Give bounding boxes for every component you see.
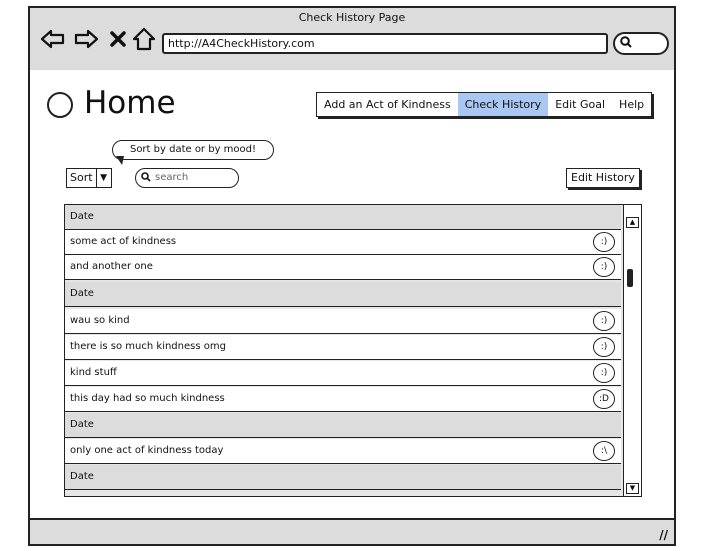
search-placeholder: search xyxy=(155,172,189,183)
scroll-thumb[interactable] xyxy=(627,269,633,287)
callout-tail xyxy=(116,156,124,165)
history-search-input[interactable] xyxy=(135,168,239,188)
date-header: Date xyxy=(65,282,621,307)
list-item[interactable] xyxy=(65,387,621,412)
back-arrow-icon[interactable] xyxy=(40,26,66,52)
item-text: and another one xyxy=(70,261,153,272)
list-item[interactable] xyxy=(65,309,621,334)
top-navigation xyxy=(316,92,652,117)
list-item[interactable] xyxy=(65,255,621,280)
resize-grip-icon[interactable]: // xyxy=(659,528,668,542)
forward-arrow-icon[interactable] xyxy=(73,26,99,52)
logo-circle-icon xyxy=(47,92,73,118)
home-icon[interactable] xyxy=(131,26,157,52)
list-item[interactable] xyxy=(65,335,621,360)
close-icon[interactable] xyxy=(105,26,131,52)
sort-label: Sort xyxy=(67,169,97,187)
browser-titlebar xyxy=(30,8,674,72)
sort-hint-callout: Sort by date or by mood! xyxy=(112,140,274,160)
browser-window xyxy=(28,6,676,546)
scroll-down-arrow-icon[interactable]: ▼ xyxy=(626,483,639,494)
item-text: wau so kind xyxy=(70,315,130,326)
mood-icon: :) xyxy=(593,363,615,383)
nav-check-history[interactable]: Check History xyxy=(458,93,548,116)
list-item[interactable] xyxy=(65,439,621,464)
item-text: there is so much kindness omg xyxy=(70,341,226,352)
mood-icon: :D xyxy=(593,389,615,409)
page-content xyxy=(30,70,674,522)
search-icon xyxy=(620,35,632,52)
item-text: some act of kindness xyxy=(70,236,177,247)
mood-icon: :) xyxy=(593,257,615,277)
history-list[interactable] xyxy=(64,204,642,497)
sort-dropdown[interactable] xyxy=(66,168,112,188)
address-bar[interactable]: http://A4CheckHistory.com xyxy=(162,33,608,54)
mood-icon: :) xyxy=(593,311,615,331)
mood-icon: :) xyxy=(593,232,615,252)
list-scrollbar[interactable] xyxy=(623,205,641,496)
item-text: only one act of kindness today xyxy=(70,445,224,456)
edit-history-button[interactable]: Edit History xyxy=(566,168,640,188)
search-icon xyxy=(141,169,151,187)
chevron-down-icon: ▼ xyxy=(100,173,108,183)
list-item[interactable] xyxy=(65,230,621,255)
date-header: Date xyxy=(65,465,621,490)
browser-search-field[interactable] xyxy=(613,32,669,55)
item-text: this day had so much kindness xyxy=(70,393,225,404)
browser-statusbar xyxy=(30,518,674,544)
item-text: kind stuff xyxy=(70,367,117,378)
mood-icon: :) xyxy=(593,337,615,357)
nav-help[interactable]: Help xyxy=(619,98,645,111)
date-header: Date xyxy=(65,205,621,230)
nav-edit-goal[interactable]: Edit Goal xyxy=(555,98,606,111)
date-header: Date xyxy=(65,413,621,438)
mood-icon: :\ xyxy=(593,441,615,461)
window-title: Check History Page xyxy=(298,11,406,24)
list-item[interactable] xyxy=(65,361,621,386)
page-title: Home xyxy=(84,85,176,121)
nav-add-act-of-kindness[interactable]: Add an Act of Kindness xyxy=(324,98,451,111)
scroll-up-arrow-icon[interactable]: ▲ xyxy=(626,217,639,228)
